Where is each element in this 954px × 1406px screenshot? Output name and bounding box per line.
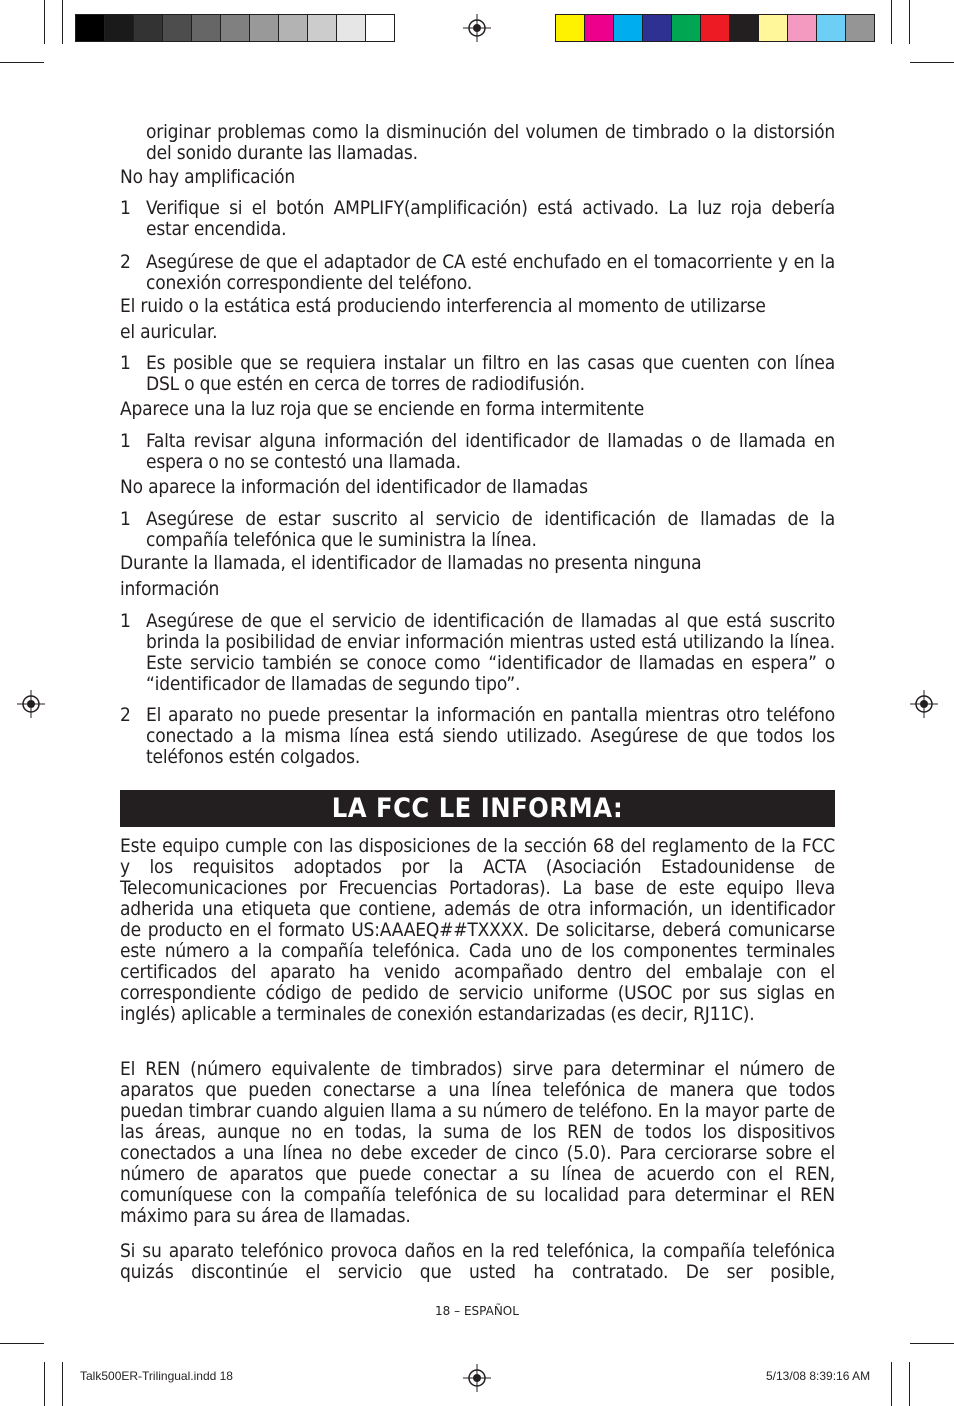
slug-file-name: Talk500ER-Trilingual.indd 18 [80, 1369, 233, 1383]
registration-mark-icon [463, 14, 491, 42]
section-title: El ruido o la estática está produciendo interferencia al momento de utilizarse [120, 295, 766, 317]
color-swatch [307, 14, 337, 42]
color-swatch [249, 14, 279, 42]
item-text: El aparato no puede presentar la información en pantalla mientras otro teléfono conectado a la misma línea está siendo utilizado. Asegúrese de que todos los teléfonos estén colgados. [146, 704, 835, 768]
item-number: 1 [120, 197, 131, 219]
crop-mark [0, 62, 44, 63]
crop-mark [909, 0, 910, 44]
slug-timestamp: 5/13/08 8:39:16 AM [766, 1369, 871, 1383]
list-item [120, 509, 835, 551]
color-swatch [729, 14, 759, 42]
crop-mark [891, 1362, 892, 1406]
color-swatch [191, 14, 221, 42]
item-text: Asegúrese de estar suscrito al servicio de identificación de llamadas de la compañía telefónica que le suministra la línea. [146, 508, 835, 551]
color-swatch [555, 14, 585, 42]
section-title: Aparece una la luz roja que se enciende en forma intermitente [120, 398, 645, 420]
color-swatch [642, 14, 672, 42]
color-swatch [278, 14, 308, 42]
crop-mark [910, 62, 954, 63]
crop-mark [0, 1343, 44, 1344]
item-number: 1 [120, 508, 131, 530]
color-swatch [220, 14, 250, 42]
item-number: 1 [120, 352, 131, 374]
crop-mark [910, 1343, 954, 1344]
color-swatch [758, 14, 788, 42]
crop-mark [62, 1362, 63, 1406]
item-number: 1 [120, 610, 131, 632]
list-item [120, 353, 835, 395]
color-swatch [584, 14, 614, 42]
color-swatch [162, 14, 192, 42]
registration-mark-icon [463, 1364, 491, 1392]
crop-mark [44, 0, 45, 44]
item-text: Asegúrese de que el adaptador de CA esté enchufado en el tomacorriente y en la conexión correspondiente del teléfono. [146, 251, 835, 294]
item-text: Falta revisar alguna información del identificador de llamadas o de llamada en espera o no se contestó una llamada. [146, 430, 835, 473]
page-number: 18 – ESPAÑOL [435, 1304, 519, 1318]
continuation-text: originar problemas como la disminución del volumen de timbrado o la distorsión del sonido durante las llamadas. [146, 121, 835, 164]
fcc-paragraph: El REN (número equivalente de timbrados) sirve para determinar el número de aparatos que pueden conectarse a una línea telefónica de manera que todos puedan timbrar cuando alguien llama a su número de teléfono. En la mayor parte de las áreas, aunque no en todas, la suma de los REN de todos los dispositivos conectados a una línea no debe exceder de cinco (5.0). Para cerciorarse sobre el número de aparatos que puede conectar a su línea de acuerdo con el REN, comuníquese con la compañía telefónica de su localidad para determinar el REN máximo para su área de llamadas. [120, 1058, 835, 1227]
crop-mark [909, 1362, 910, 1406]
item-text: Asegúrese de que el servicio de identificación de llamadas al que está suscrito brinda la posibilidad de enviar información mientras usted está utilizando la línea. Este servicio también se conoce como “identificador de llamadas en espera” o “identificador de llamadas de segundo tipo”. [146, 610, 835, 695]
color-swatch [787, 14, 817, 42]
section-title: el auricular. [120, 321, 218, 343]
item-text: Es posible que se requiera instalar un filtro en las casas que cuenten con línea DSL o que estén en cerca de torres de radiodifusión. [146, 352, 835, 395]
color-swatch [700, 14, 730, 42]
item-number: 2 [120, 251, 131, 273]
color-swatch [336, 14, 366, 42]
crop-mark [891, 0, 892, 44]
color-swatch [133, 14, 163, 42]
section-title: Durante la llamada, el identificador de llamadas no presenta ninguna [120, 552, 702, 574]
crop-mark [44, 1362, 45, 1406]
color-swatch [845, 14, 875, 42]
list-item [120, 705, 835, 768]
item-number: 1 [120, 430, 131, 452]
color-swatch [75, 14, 105, 42]
color-swatch [365, 14, 395, 42]
registration-mark-icon [17, 690, 45, 718]
fcc-paragraph: Este equipo cumple con las disposiciones de la sección 68 del reglamento de la FCC y los requisitos adoptados por la ACTA (Asociación Estadounidense de Telecomunicaciones por Frecuencias Portadoras). La base de este equipo lleva adherida una etiqueta que contiene, además de otra información, un identificador de producto en el formato US:AAAEQ##TXXXX. De solicitarse, deberá comunicarse este número a la compañía telefónica. Cada uno de los componentes terminales certificados del aparato ha venido acompañado dentro del embalaje con el correspondiente código de pedido de servicio uniforme (USOC por sus siglas en inglés) aplicable a terminales de conexión estandarizadas (es decir, RJ11C). [120, 835, 835, 1025]
registration-mark-icon [910, 690, 938, 718]
section-title: No aparece la información del identificador de llamadas [120, 476, 588, 498]
fcc-paragraph: Si su aparato telefónico provoca daños en la red telefónica, la compañía telefónica quizás discontinúe el servicio que usted ha contratado. De ser posible, [120, 1240, 835, 1283]
crop-mark [62, 0, 63, 44]
color-swatch [816, 14, 846, 42]
fcc-heading: LA FCC LE INFORMA: [120, 790, 835, 827]
color-swatch [671, 14, 701, 42]
section-title: No hay amplificación [120, 166, 296, 188]
color-swatch [613, 14, 643, 42]
list-item [120, 611, 835, 695]
item-number: 2 [120, 704, 131, 726]
list-item [120, 198, 835, 240]
item-text: Verifique si el botón AMPLIFY(amplificación) está activado. La luz roja debería estar encendida. [146, 197, 835, 240]
list-item [120, 252, 835, 294]
section-title: información [120, 578, 220, 600]
color-swatch [104, 14, 134, 42]
list-item [120, 431, 835, 473]
